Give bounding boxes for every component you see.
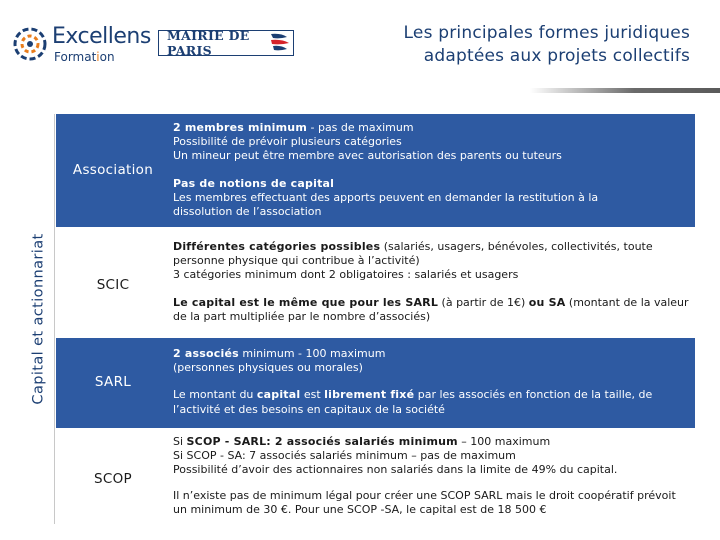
excellens-mark-icon (12, 26, 48, 62)
row-label-scop: SCOP (94, 471, 132, 487)
sarl-line-2: (personnes physiques ou morales) (173, 361, 363, 375)
scic-line-2: 3 catégories minimum dont 2 obligatoires : salariés et usagers (173, 268, 519, 282)
page-title-line-1: Les principales formes juridiques (403, 23, 690, 43)
excellens-logo-subtitle: Formation (54, 50, 115, 64)
mairie-de-paris-logo-text: MAIRIE DE PARIS (167, 28, 250, 58)
row-body-association (173, 121, 689, 219)
scop-para-2: Il n’existe pas de minimum légal pour créer une SCOP SARL mais le droit coopératif prévoit un minimum de 30 €. Pour une SCOP -SA, le capital est de 18 500 € (173, 488, 676, 516)
scic-para-2: Le capital est le même que pour les SARL (à partir de 1€) ou SA (montant de la valeur de la part multipliée par le nombre d’associés) (173, 295, 689, 323)
table-row-sarl (56, 338, 695, 428)
table-row-scic (56, 227, 695, 338)
association-line-1: 2 membres minimum - pas de maximum (173, 121, 414, 134)
scop-line-1: Si SCOP - SARL: 2 associés salariés minimum – 100 maximum (173, 435, 551, 448)
association-line-5: Les membres effectuant des apports peuvent en demander la restitution à la (173, 190, 599, 204)
side-label-text: Capital et actionnariat (31, 233, 48, 405)
page-title (404, 22, 690, 68)
side-label (24, 114, 54, 524)
mairie-de-paris-logo (158, 30, 294, 56)
row-body-sarl (173, 347, 689, 417)
sarl-line-1: 2 associés minimum - 100 maximum (173, 347, 386, 360)
table-row-association (56, 114, 695, 227)
scop-line-3: Possibilité d’avoir des actionnaires non salariés dans la limite de 49% du capital. (173, 463, 618, 477)
side-divider (54, 114, 55, 524)
table-row-scop (56, 428, 695, 528)
row-label-scic: SCIC (96, 277, 130, 293)
association-line-6: dissolution de l’association (173, 205, 322, 219)
paris-emblem-icon (267, 31, 293, 55)
association-line-2: Possibilité de prévoir plusieurs catégories (173, 135, 402, 149)
page-title-line-2: adaptées aux projets collectifs (423, 46, 690, 66)
row-body-scop (173, 435, 689, 517)
scic-para-1: Différentes catégories possibles (salariés, usagers, bénévoles, collectivités, toute personne physique qui contribue à l’activité) (173, 240, 653, 268)
scop-line-2: Si SCOP - SA: 7 associés salariés minimum – pas de maximum (173, 449, 516, 463)
row-label-sarl: SARL (94, 374, 132, 390)
association-line-4: Pas de notions de capital (173, 176, 335, 190)
excellens-logo (8, 22, 158, 68)
title-underline-bar (530, 88, 720, 93)
excellens-logo-name: Excellens (52, 24, 151, 49)
association-line-3: Un mineur peut être membre avec autorisation des parents ou tuteurs (173, 149, 562, 163)
row-body-scic (173, 240, 689, 324)
row-label-association: Association (72, 162, 154, 178)
sarl-para-2: Le montant du capital est librement fixé par les associés en fonction de la taille, de l’activité et des besoins en capitaux de la société (173, 388, 653, 416)
